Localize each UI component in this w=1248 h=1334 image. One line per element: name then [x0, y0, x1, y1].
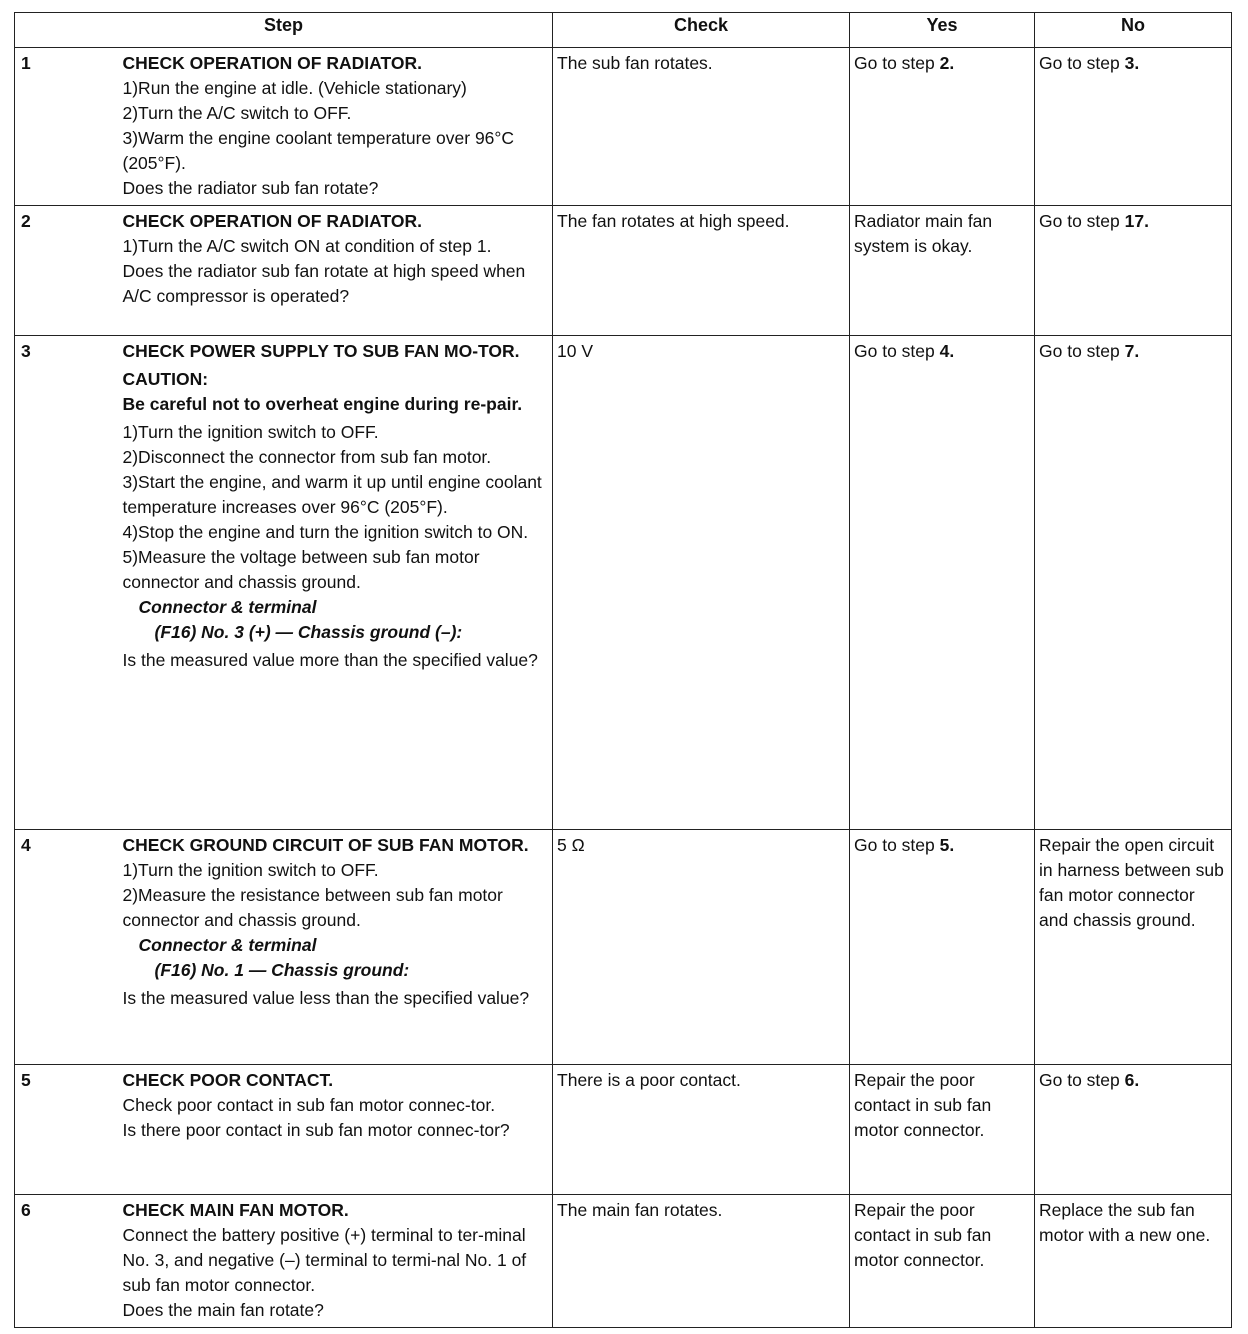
header-no: No [1035, 13, 1232, 48]
step-number: 4 [15, 830, 119, 1065]
table-row [15, 206, 1232, 336]
no-step-ref: 7. [1124, 341, 1140, 361]
caution-text: Be careful not to overheat engine during re-pair. [122, 394, 523, 414]
header-check: Check [553, 13, 850, 48]
step-title: CHECK POWER SUPPLY TO SUB FAN MO-TOR. [122, 341, 520, 361]
step-line: 3)Warm the engine coolant temperature over 96°C (205°F). [122, 128, 515, 173]
header-step: Step [15, 13, 553, 48]
check-cell: There is a poor contact. [553, 1065, 850, 1195]
no-step-ref: 3. [1124, 53, 1140, 73]
check-cell: 10 V [553, 336, 850, 830]
table-row [15, 1195, 1232, 1328]
no-text: Go to step [1039, 211, 1125, 231]
no-text: Go to step [1039, 1070, 1125, 1090]
yes-step-ref: 2. [939, 53, 955, 73]
no-text: Go to step [1039, 341, 1125, 361]
terminal-value: (F16) No. 1 — Chassis ground: [154, 960, 410, 980]
step-line: 1)Run the engine at idle. (Vehicle stationary) [122, 78, 467, 98]
yes-step-ref: 4. [939, 341, 955, 361]
no-step-ref: 6. [1124, 1070, 1140, 1090]
step-cell [119, 206, 553, 336]
diagnostic-table [14, 12, 1232, 1328]
yes-text: Go to step [854, 835, 940, 855]
step-line: 2)Disconnect the connector from sub fan motor. [122, 447, 492, 467]
no-cell [1035, 336, 1232, 830]
yes-cell [850, 830, 1035, 1065]
step-cell [119, 1195, 553, 1328]
diagnostic-table-page [14, 12, 1231, 1328]
step-line: 1)Turn the ignition switch to OFF. [122, 422, 379, 442]
yes-cell: Radiator main fan system is okay. [850, 206, 1035, 336]
step-title: CHECK GROUND CIRCUIT OF SUB FAN MOTOR. [122, 835, 529, 855]
no-cell [1035, 206, 1232, 336]
no-text: Go to step [1039, 53, 1125, 73]
step-number: 5 [15, 1065, 119, 1195]
step-line: 1)Turn the A/C switch ON at condition of step 1. [122, 236, 492, 256]
no-cell: Replace the sub fan motor with a new one. [1035, 1195, 1232, 1328]
check-cell: The fan rotates at high speed. [553, 206, 850, 336]
step-line: Connect the battery positive (+) terminal to ter-minal No. 3, and negative (–) terminal to termi-nal No. 1 of sub fan motor connector. [122, 1225, 527, 1295]
step-cell [119, 48, 553, 206]
table-row [15, 48, 1232, 206]
step-cell [119, 1065, 553, 1195]
table-row [15, 336, 1232, 830]
step-cell [119, 830, 553, 1065]
check-cell: 5 Ω [553, 830, 850, 1065]
caution-label: CAUTION: [122, 369, 209, 389]
step-line: Is there poor contact in sub fan motor connec-tor? [122, 1120, 510, 1140]
step-line: 1)Turn the ignition switch to OFF. [122, 860, 379, 880]
step-line: 4)Stop the engine and turn the ignition switch to ON. [122, 522, 529, 542]
header-row [15, 13, 1232, 48]
table-row [15, 1065, 1232, 1195]
step-title: CHECK OPERATION OF RADIATOR. [122, 53, 422, 73]
yes-cell: Repair the poor contact in sub fan motor connector. [850, 1195, 1035, 1328]
yes-cell [850, 48, 1035, 206]
no-cell [1035, 1065, 1232, 1195]
step-number: 1 [15, 48, 119, 206]
step-question: Is the measured value more than the specified value? [122, 650, 538, 670]
terminal-label: Connector & terminal [138, 935, 317, 955]
step-title: CHECK OPERATION OF RADIATOR. [122, 211, 422, 231]
no-step-ref: 17. [1124, 211, 1149, 231]
header-yes: Yes [850, 13, 1035, 48]
step-line: Does the main fan rotate? [122, 1300, 324, 1320]
no-cell: Repair the open circuit in harness between sub fan motor connector and chassis ground. [1035, 830, 1232, 1065]
step-number: 6 [15, 1195, 119, 1328]
terminal-label: Connector & terminal [138, 597, 317, 617]
step-line: Check poor contact in sub fan motor connec-tor. [122, 1095, 496, 1115]
step-line: Does the radiator sub fan rotate? [122, 178, 379, 198]
yes-text: Go to step [854, 53, 940, 73]
no-cell [1035, 48, 1232, 206]
yes-cell: Repair the poor contact in sub fan motor connector. [850, 1065, 1035, 1195]
step-title: CHECK POOR CONTACT. [122, 1070, 334, 1090]
step-cell [119, 336, 553, 830]
yes-cell [850, 336, 1035, 830]
step-line: 3)Start the engine, and warm it up until engine coolant temperature increases over 96°C (205°F). [122, 472, 542, 517]
step-title: CHECK MAIN FAN MOTOR. [122, 1200, 349, 1220]
step-line: 2)Turn the A/C switch to OFF. [122, 103, 352, 123]
check-cell: The main fan rotates. [553, 1195, 850, 1328]
step-number: 2 [15, 206, 119, 336]
step-question: Is the measured value less than the specified value? [122, 988, 530, 1008]
yes-text: Go to step [854, 341, 940, 361]
check-cell: The sub fan rotates. [553, 48, 850, 206]
step-line: Does the radiator sub fan rotate at high speed when A/C compressor is operated? [122, 261, 526, 306]
yes-step-ref: 5. [939, 835, 955, 855]
table-row [15, 830, 1232, 1065]
terminal-value: (F16) No. 3 (+) — Chassis ground (–): [154, 622, 463, 642]
step-line: 5)Measure the voltage between sub fan motor connector and chassis ground. [122, 547, 480, 592]
step-number: 3 [15, 336, 119, 830]
step-line: 2)Measure the resistance between sub fan motor connector and chassis ground. [122, 885, 503, 930]
